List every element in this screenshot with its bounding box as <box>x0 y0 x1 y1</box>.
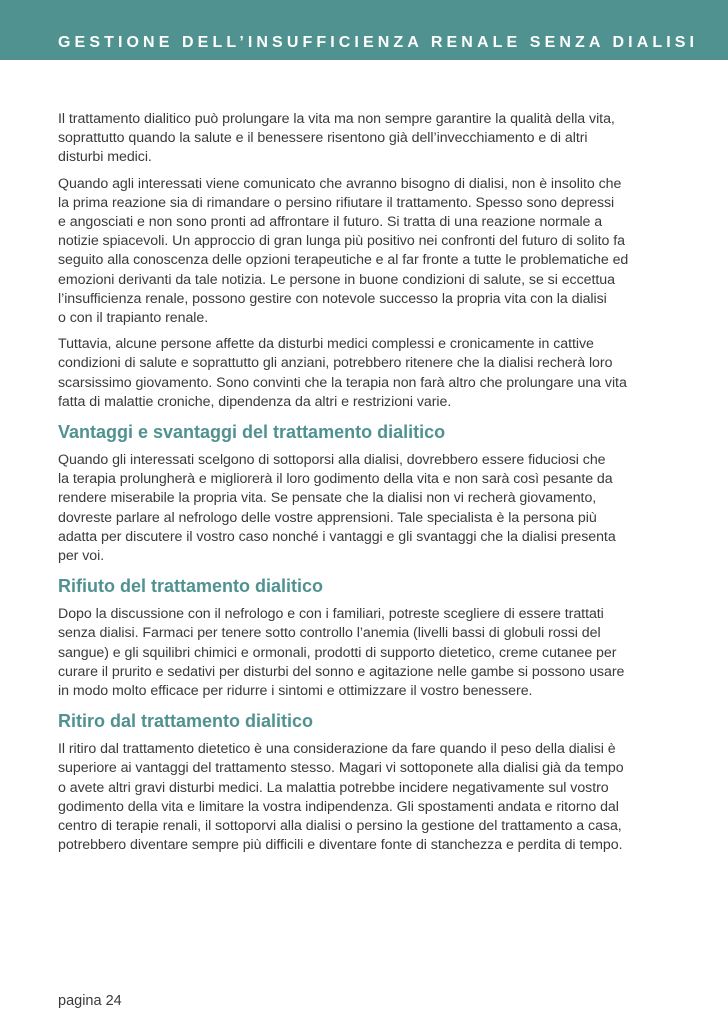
paragraph-withdrawal: Il ritiro dal trattamento dietetico è una considerazione da fare quando il peso della dialisi è superiore ai vantaggi del trattamento stesso. Magari vi sottoponete alla dialisi già da tempo o avete altri gravi disturbi medici. La malattia potrebbe incidere negativamente sul vostro godimento della vita e limitare la vostra indipendenza. Gli spostamenti andata e ritorno dal centro di terapie renali, il sottoporvi alla dialisi o persino la gestione del trattamento a casa, potrebbero diventare sempre più difficili e diventare fonte di stanchezza e perdita di tempo. <box>58 741 624 854</box>
section-heading-refusal: Rifiuto del trattamento dialitico <box>58 576 324 597</box>
page-header-title: GESTIONE DELL’INSUFFICIENZA RENALE SENZA DIALISI <box>58 34 699 51</box>
page-number: pagina 24 <box>58 993 122 1009</box>
section-heading-withdrawal: Ritiro dal trattamento dialitico <box>58 711 314 732</box>
paragraph-complex-cases: Tuttavia, alcune persone affette da disturbi medici complessi e cronicamente in cattive condizioni di salute e soprattutto gli anziani, potrebbero ritenere che la dialisi recherà loro scarsissimo giovamento. Sono convinti che la terapia non farà altro che prolungare una vita fatta di malattie croniche, dipendenza da altri e restrizioni varie. <box>58 336 627 410</box>
section-heading-pros-cons: Vantaggi e svantaggi del trattamento dialitico <box>58 422 446 443</box>
header-band <box>0 0 728 60</box>
paragraph-intro: Il trattamento dialitico può prolungare la vita ma non sempre garantire la qualità della vita, soprattutto quando la salute e il benessere risentono già dell’invecchiamento e di altri disturbi medici. <box>58 111 615 166</box>
paragraph-pros-cons: Quando gli interessati scelgono di sottoporsi alla dialisi, dovrebbero essere fiduciosi che la terapia prolungherà e migliorerà il loro godimento della vita e non sarà così pesante da rendere miserabile la propria vita. Se pensate che la dialisi non vi recherà giovamento, dovreste parlare al nefrologo delle vostre apprensioni. Tale specialista è la persona più adatta per discutere il vostro caso nonché i vantaggi e gli svantaggi che la dialisi presenta per voi. <box>58 452 616 565</box>
paragraph-refusal: Dopo la discussione con il nefrologo e con i familiari, potreste scegliere di essere trattati senza dialisi. Farmaci per tenere sotto controllo l’anemia (livelli bassi di globuli rossi del sangue) e gli squilibri chimici e ormonali, prodotti di supporto dietetico, creme cutanee per curare il prurito e sedativi per disturbi del sonno e agitazione nelle gambe si possono usare in modo molto efficace per ridurre i sintomi e ottimizzare il vostro benessere. <box>58 606 625 700</box>
paragraph-reaction: Quando agli interessati viene comunicato che avranno bisogno di dialisi, non è insolito che la prima reazione sia di rimandare o persino rifiutare il trattamento. Spesso sono depressi e angosciati e non sono pronti ad affrontare il futuro. Si tratta di una reazione normale a notizie spiacevoli. Un approccio di gran lunga più positivo nei confronti del futuro di solito fa seguito alla conoscenza delle opzioni terapeutiche e al far fronte a tutte le problematiche ed emozioni derivanti da tale notizia. Le persone in buone condizioni di salute, se si eccettua l’insufficienza renale, possono gestire con notevole successo la propria vita con la dialisi o con il trapianto renale. <box>58 175 629 327</box>
document-body <box>58 110 670 863</box>
